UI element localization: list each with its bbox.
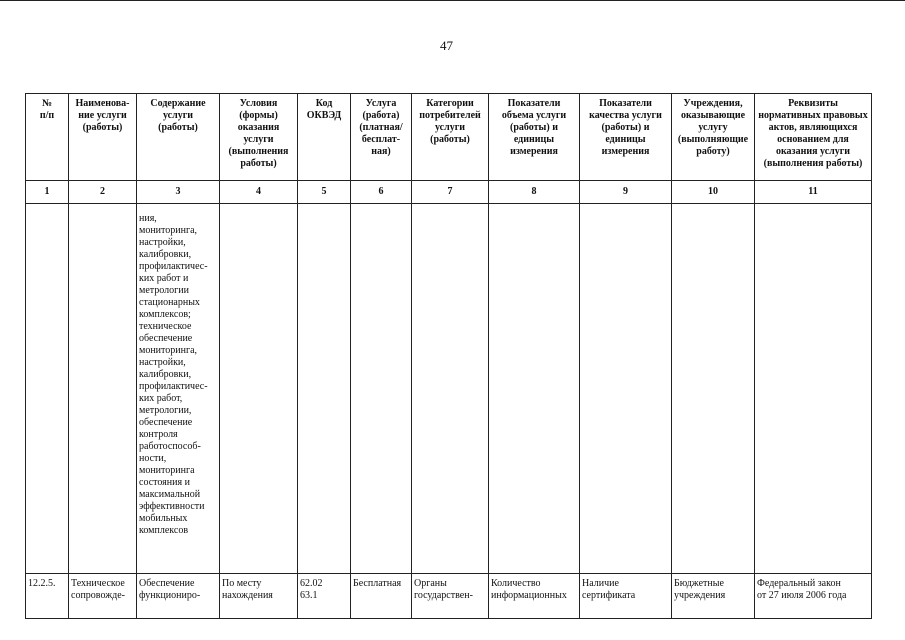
column-number: 3 (137, 181, 220, 204)
header-paid: Услуга (работа) (платная/ бесплат- ная) (351, 94, 412, 181)
header-legal-acts: Реквизиты нормативных правовых актов, являющихся основанием для оказания услуги (выполнения работы) (755, 94, 872, 181)
column-number: 9 (580, 181, 672, 204)
column-number: 8 (489, 181, 580, 204)
header-conditions: Условия (формы) оказания услуги (выполнения работы) (220, 94, 298, 181)
column-number: 10 (672, 181, 755, 204)
table-cell (755, 204, 872, 574)
row-institutions: Бюджетные учреждения (672, 574, 755, 619)
row-legal-acts: Федеральный закон от 27 июля 2006 года (755, 574, 872, 619)
column-number: 4 (220, 181, 298, 204)
column-number: 6 (351, 181, 412, 204)
table-cell (580, 204, 672, 574)
row-service-name: Техническое сопровожде- (69, 574, 137, 619)
table-cell (412, 204, 489, 574)
row-num: 12.2.5. (26, 574, 69, 619)
header-okved: Код ОКВЭД (298, 94, 351, 181)
row-quality: Наличие сертификата (580, 574, 672, 619)
header-quality: Показатели качества услуги (работы) и единицы измерения (580, 94, 672, 181)
header-consumers: Категории потребителей услуги (работы) (412, 94, 489, 181)
column-number: 7 (412, 181, 489, 204)
column-number-row (26, 181, 872, 204)
continuation-row (26, 204, 872, 574)
service-content-continuation: ния, мониторинга, настройки, калибровки, профилактичес- ких работ и метрологии стационарных комплексов; техническое обеспечение мониторинга, настройки, калибровки, профилактичес- ких работ, метрологии, обеспечение контроля работоспособ- ности, мониторинга состояния и максимальной эффективности мобильных комплексов (137, 204, 220, 574)
row-conditions: По месту нахождения (220, 574, 298, 619)
table-cell (298, 204, 351, 574)
row-paid: Бесплатная (351, 574, 412, 619)
services-table (25, 93, 872, 619)
table-cell (489, 204, 580, 574)
row-service-content: Обеспечение функциониро- (137, 574, 220, 619)
table-cell (672, 204, 755, 574)
header-row (26, 94, 872, 181)
column-number: 5 (298, 181, 351, 204)
row-volume: Количество информационных (489, 574, 580, 619)
table-row (26, 574, 872, 619)
page-number: 47 (440, 38, 453, 53)
column-number: 2 (69, 181, 137, 204)
header-volume: Показатели объема услуги (работы) и единицы измерения (489, 94, 580, 181)
table-cell (26, 204, 69, 574)
header-num: № п/п (26, 94, 69, 181)
header-service-content: Содержание услуги (работы) (137, 94, 220, 181)
table-cell (351, 204, 412, 574)
column-number: 11 (755, 181, 872, 204)
header-institutions: Учреждения, оказывающие услугу (выполняющие работу) (672, 94, 755, 181)
table-cell (69, 204, 137, 574)
header-service-name: Наименова- ние услуги (работы) (69, 94, 137, 181)
column-number: 1 (26, 181, 69, 204)
row-consumers: Органы государствен- (412, 574, 489, 619)
table-cell (220, 204, 298, 574)
top-border-line (0, 0, 905, 1)
row-okved: 62.02 63.1 (298, 574, 351, 619)
